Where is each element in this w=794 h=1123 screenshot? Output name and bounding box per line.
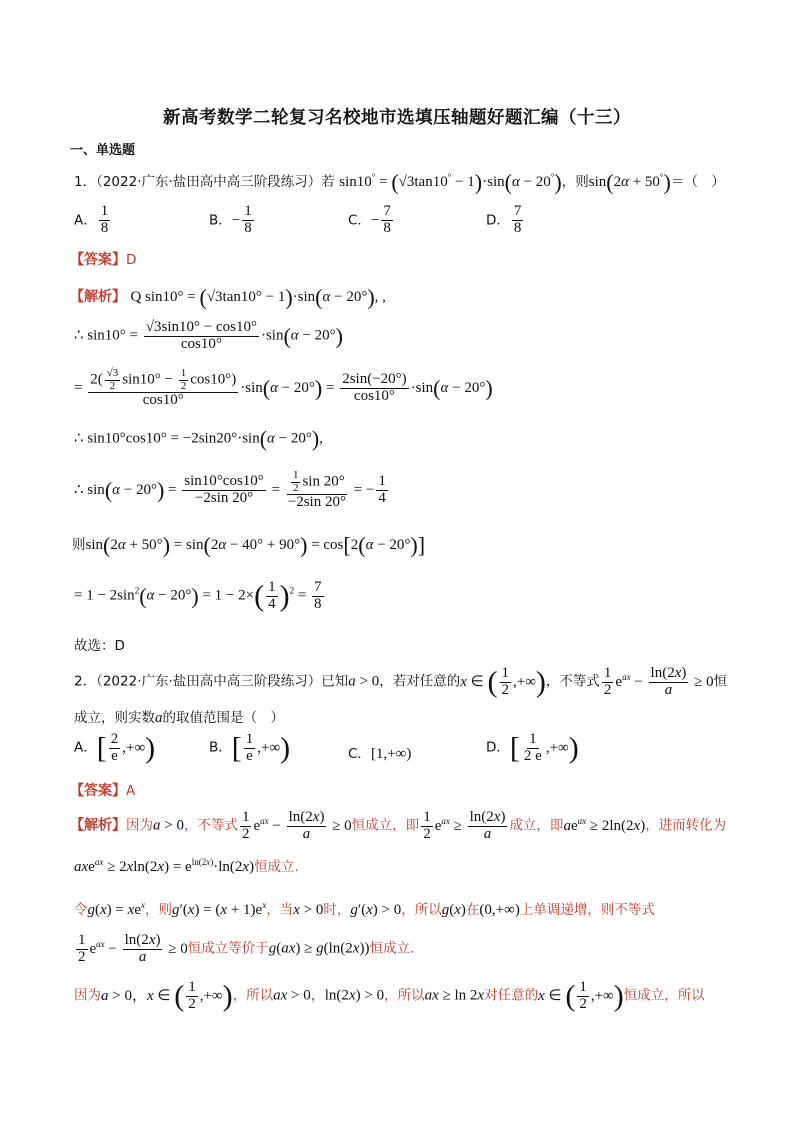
analysis-2-line2: $axe^{ax} \ge 2xln(2x) = e^{ln(2x)}\cdot\ln(2x)$恒成立.	[74, 857, 299, 875]
question-2-stem: 2．（2022·广东·盐田高中高三阶段练习）已知a > 0，若对任意的x ∈ ( $\frac{1}{2}$ ,+∞)，不等式 $\frac{1}{2}$ $e^{ax}$ − $\frac{\ln(2x)}{a}$ ≥ 0恒	[74, 665, 728, 699]
analysis-1-line4: ∴ sin10°cos10° = −2sin20°·sin(α − 20°),	[74, 426, 323, 451]
option-b: B．− $\frac{1}{8}$	[209, 203, 252, 236]
question-2-option-a: A．[ $\frac{2}{e}$ ,+∞)	[74, 731, 156, 765]
choose-1: 故选：D	[74, 638, 125, 654]
question-2-stem-line2: 成立，则实数a的取值范围是（ ）	[74, 710, 284, 726]
option-c: C．− $\frac{7}{8}$	[348, 203, 391, 236]
analysis-1-line5: ∴ sin(α − 20°) = $\frac{\sin 10^\circ\cos 10^\circ}{-2\sin 20^\circ}$ = $\frac{1}{2}$ sin 20° −2sin 20° = − $\frac{1}{4}$	[74, 469, 386, 511]
question-1-options: A． $\frac{1}{8}$	[74, 203, 109, 236]
question-2-option-d: D．[ $\frac{1}{2 e}$ ,+∞)	[486, 731, 579, 765]
analysis-1-line3: = 2( $\frac{√3}{2}$ sin10° − $\frac{1}{2}$ cos10°) cos10° ·sin(α − 20°) = $\frac{2\sin(-20^\circ)}{\cos 10^\circ}$ ·sin(α − 20°)	[74, 367, 493, 409]
analysis-2-line3: 令$g(x) = xe^x$，则$g'(x) = (x + 1)e^x$，当x > 0时，g′(x) > 0，所以g(x)在(0,+∞)上单调递增，则不等式	[74, 900, 655, 918]
page-title: 新高考数学二轮复习名校地市选填压轴题好题汇编（十三）	[163, 108, 631, 128]
analysis-1-line2: ∴ sin10° = $\frac{√3\sin 10^\circ - \cos 10^\circ}{\cos 10^\circ}$ ·sin(α − 20°)	[74, 319, 343, 352]
answer-2: 【答案】A	[70, 783, 136, 799]
question-2-option-b: B．[ $\frac{1}{e}$ ,+∞)	[209, 731, 291, 765]
answer-1: 【答案】D	[70, 252, 137, 268]
analysis-1-line1: 【解析】 Q sin10° = (√3tan10° − 1)·sin(α − 20°), ,	[70, 284, 386, 310]
analysis-1-line6: 则sin(2α + 50°) = sin(2α − 40° + 90°) = cos[2(α − 20°)]	[72, 532, 426, 558]
analysis-1-line7: = $1 - 2\sin^2(\alpha - 20^\circ) = 1 - 2\times$( $\frac{1}{4}$ )$^2$ = $\frac{7}{8}$	[74, 579, 322, 613]
option-d: D． $\frac{7}{8}$	[486, 203, 522, 236]
analysis-2-line1: 【解析】因为a > 0，不等式 $\frac{1}{2}$ $e^{ax}$ − $\frac{\ln(2x)}{a}$ ≥ 0恒成立，即 $\frac{1}{2}$ $e^{ax}$ ≥ $\frac{\ln(2x)}{a}$ 成立，即$ae^{ax} \ge 2\ln(2x)$，进而转化为	[70, 809, 727, 842]
section-heading: 一、单选题	[70, 143, 136, 158]
analysis-2-line5: 因为a > 0，x ∈ ( $\frac{1}{2}$ ,+∞)，所以ax > 0，ln(2x) > 0，所以ax ≥ ln 2x对任意的x ∈ ( $\frac{1}{2}$ ,+∞)恒成立，所以	[74, 979, 705, 1013]
analysis-2-line4: $\frac{1}{2}$ $e^{ax}$ − $\frac{\ln(2x)}{a}$ ≥ 0恒成立等价于g(ax) ≥ g(ln(2x))恒成立.	[78, 932, 415, 965]
question-1-stem: 1．（2022·广东·盐田高中高三阶段练习）若 sin10° = (√3tan10° − 1)·sin(α − 20°)，则sin(2α + 50°)＝（ ）	[74, 169, 725, 195]
question-2-option-c: C．[1,+∞)	[348, 746, 412, 762]
